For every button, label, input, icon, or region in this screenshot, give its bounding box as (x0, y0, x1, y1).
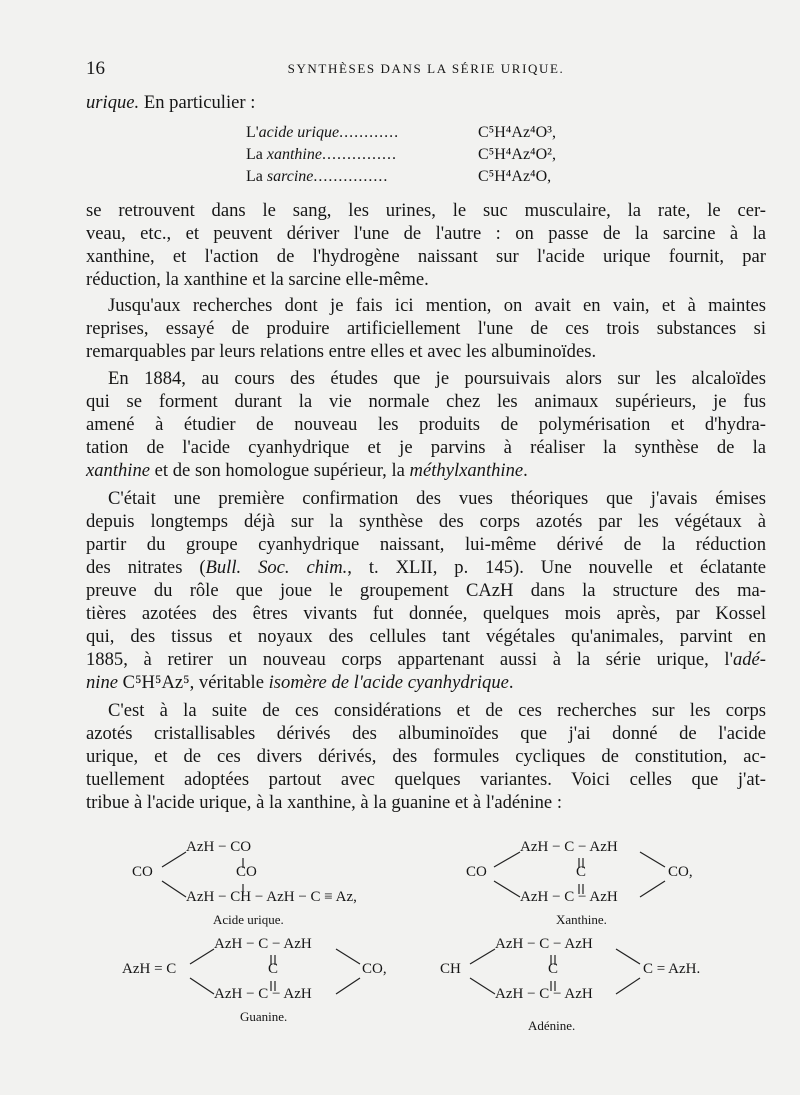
formula-prefix: La (246, 168, 267, 185)
struct-mid: CO (236, 864, 257, 880)
bond-line (190, 978, 214, 994)
text-line: C'était une première confirmation des vues théoriques que j'avais émises (108, 488, 766, 509)
bond-line (470, 949, 495, 964)
structure-caption: Guanine. (240, 1009, 288, 1024)
text-span: 1885, à retirer un nouveau corps appartenant aussi à la série urique, l' (86, 649, 733, 670)
text-line: tières azotées des êtres vivants fut donnée, quelques mois après, par Kossel (86, 603, 766, 624)
formula-name: sarcine (266, 168, 314, 185)
formula-name: acide urique (258, 124, 340, 141)
bond-line (640, 852, 665, 867)
text-line (86, 672, 766, 694)
formula-name: xanthine (266, 146, 322, 163)
struct-top: AzH − C − AzH (214, 936, 312, 952)
italic-term: isomère de l'acide cyanhydrique (268, 672, 509, 693)
text-span: . (508, 672, 514, 693)
text-line: réduction, la xanthine et la sarcine elle-même. (86, 269, 429, 290)
struct-bottom: AzH − C − AzH (495, 986, 593, 1002)
text-span: et de son homologue supérieur, la (150, 460, 410, 481)
text-line: partir du groupe cyanhydrique naissant, lui-même dérivé de la réduction (86, 534, 766, 555)
struct-right: CO, (362, 961, 387, 977)
text-span: des nitrates ( (86, 557, 206, 578)
bond-line (616, 949, 640, 964)
italic-term: nine (86, 672, 119, 693)
struct-bottom: AzH − C − AzH (214, 986, 312, 1002)
struct-left: CO (466, 864, 487, 880)
italic-term: méthylxanthine (409, 460, 524, 481)
text-line: depuis longtemps déjà sur la synthèse des corps azotés par les végétaux à (86, 511, 766, 532)
text-line: tuellement adoptées partout avec quelques variantes. Voici celles que j'at- (86, 769, 766, 790)
bond-line (616, 978, 640, 994)
text-line (86, 460, 766, 482)
struct-top: AzH − C − AzH (495, 936, 593, 952)
intro-italic: urique. (86, 92, 140, 113)
text-line: Jusqu'aux recherches dont je fais ici mention, on avait en vain, et à maintes (108, 295, 766, 316)
struct-right: CO, (668, 864, 693, 880)
struct-top: AzH − CO (186, 839, 252, 855)
bond-line (336, 949, 360, 964)
struct-mid: C (268, 961, 279, 977)
text-line (86, 649, 766, 671)
text-line: qui se forment durant la vie normale chez les animaux supérieurs, je fus (86, 391, 766, 412)
structure-caption: Xanthine. (556, 912, 607, 927)
italic-term: xanthine (86, 460, 151, 481)
formula-row (246, 168, 388, 186)
struct-mid: C (576, 864, 587, 880)
struct-top: AzH − C − AzH (520, 839, 618, 855)
bond-line (494, 881, 520, 897)
text-span: , véritable (189, 672, 269, 693)
text-line: remarquables par leurs relations entre elles et avec les albuminoïdes. (86, 341, 597, 362)
struct-left: CO (132, 864, 153, 880)
formula-prefix: La (246, 146, 267, 163)
text-line: xanthine, et l'action de l'hydrogène naissant sur l'acide urique fournit, par (86, 246, 766, 267)
bond-line (640, 881, 665, 897)
text-line (86, 557, 766, 579)
structure-caption: Adénine. (528, 1018, 576, 1033)
bond-line (470, 978, 495, 994)
formula-dots: ............ (339, 124, 400, 141)
formula-value: C⁵H⁴Az⁴O, (478, 168, 552, 185)
text-line: amené à étudier de nouveau les produits de polymérisation et d'hydra- (86, 414, 766, 435)
text-line: urique, et de ces divers dérivés, des formules cycliques de constitution, ac- (86, 746, 766, 767)
text-line: preuve du rôle que joue le groupement CAzH dans la structure des ma- (86, 580, 766, 601)
formula-dots: ............... (313, 168, 389, 185)
running-head: SYNTHÈSES DANS LA SÉRIE URIQUE. (287, 61, 565, 76)
formula-dots: ............... (321, 146, 397, 163)
text-line: reprises, essayé de produire artificiellement l'une de ces trois substances si (86, 318, 766, 339)
formula-row (246, 146, 397, 164)
bond-line (336, 978, 360, 994)
italic-term: adé- (732, 649, 766, 670)
intro-text: En particulier : (139, 92, 256, 113)
formula-row (246, 124, 399, 142)
formula-inline: C⁵H⁵Az⁵ (118, 672, 190, 693)
bond-line (162, 881, 186, 897)
struct-bottom: AzH − CH − AzH − C ≡ Az, (186, 889, 357, 905)
text-line: azotés cristallisables dérivés des albuminoïdes que j'ai donné de l'acide (86, 723, 766, 744)
page-header (86, 58, 766, 82)
struct-right: C = AzH. (643, 961, 701, 977)
text-line: qui, des tissus et noyaux des cellules tant végétales qu'animales, parvint en (86, 626, 766, 647)
bond-line (162, 852, 186, 867)
struct-mid: C (548, 961, 559, 977)
page-number: 16 (86, 58, 105, 79)
text-line: veau, etc., et peuvent dériver l'une de l'autre : on passe de la sarcine à la (86, 223, 766, 244)
formula-prefix: L' (246, 124, 259, 141)
text-line: En 1884, au cours des études que je poursuivais alors sur les alcaloïdes (108, 368, 766, 389)
text-line: C'est à la suite de ces considérations et de ces recherches sur les corps (108, 700, 766, 721)
formula-value: C⁵H⁴Az⁴O³, (478, 124, 556, 141)
text-span: . (523, 460, 528, 481)
text-span: , t. XLII, p. 145). Une nouvelle et éclatante (347, 557, 766, 578)
text-line: tation de l'acide cyanhydrique et je parvins à réaliser la synthèse de la (86, 437, 766, 458)
formula-value: C⁵H⁴Az⁴O², (478, 146, 556, 163)
struct-bottom: AzH − C − AzH (520, 889, 618, 905)
bond-line (190, 949, 214, 964)
struct-left: CH (440, 961, 461, 977)
intro-line (86, 92, 766, 114)
struct-left: AzH = C (122, 961, 177, 977)
text-line: se retrouvent dans le sang, les urines, le suc musculaire, la rate, le cer- (86, 200, 766, 221)
citation-italic: Bull. Soc. chim. (205, 557, 348, 578)
bond-line (494, 852, 520, 867)
text-line: tribue à l'acide urique, à la xanthine, à la guanine et à l'adénine : (86, 792, 562, 813)
structure-caption: Acide urique. (213, 912, 284, 927)
